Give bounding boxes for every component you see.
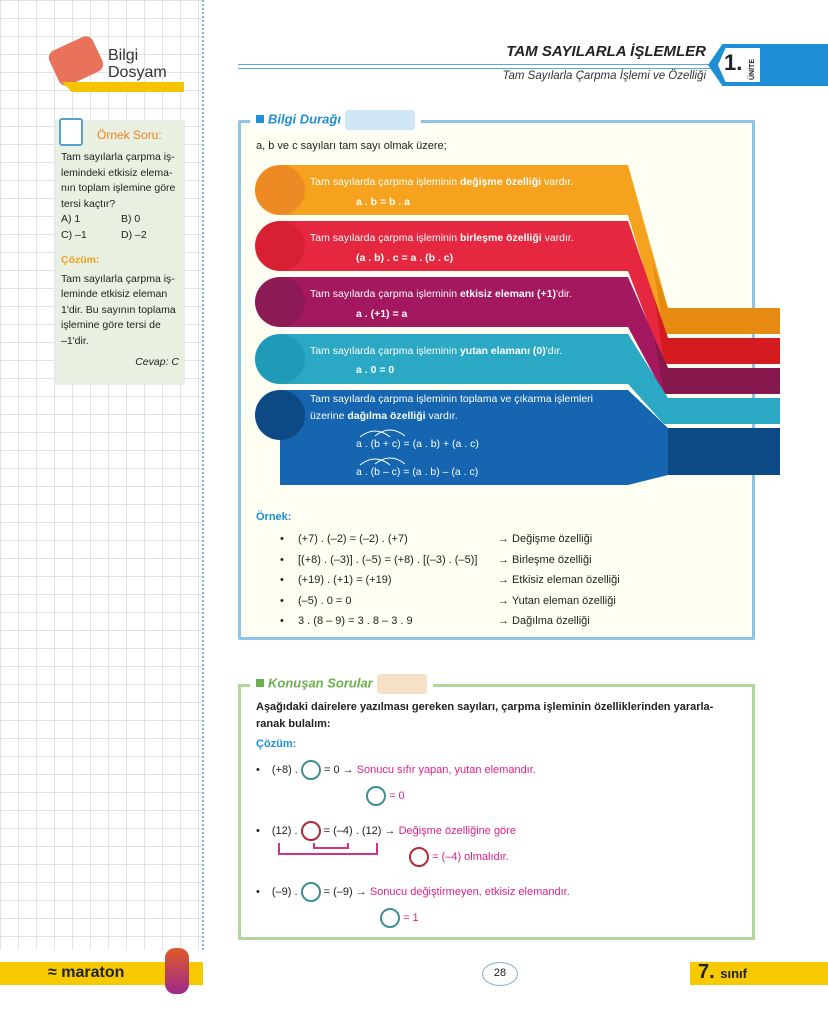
talk-result: = (–4) olmalıdır.: [409, 846, 509, 868]
info-intro: a, b ve c sayıları tam sayı olmak üzere;: [256, 140, 447, 152]
answer: Cevap: C: [135, 356, 179, 368]
question-text: Tam sayılarla çarpma iş- lemindeki etkisiz elema- nın toplam işlemine göre tersi kaçtır?: [61, 151, 176, 210]
formula: a . (+1) = a: [356, 308, 408, 320]
unit-label: ÜNİTE: [749, 59, 756, 80]
talk-solution-title: Çözüm:: [256, 738, 297, 750]
formula: (a . b) . c = a . (b . c): [356, 252, 454, 264]
talk-box-label: Konuşan Sorular: [250, 674, 433, 694]
solution-title: Çözüm:: [61, 254, 100, 266]
formula: a . b = b . a: [356, 196, 410, 208]
talk-result: = 0: [366, 785, 405, 807]
section-subtitle: Tam Sayılarla Çarpma İşlemi ve Özelliği: [502, 70, 706, 82]
example-list: • (+7) . (–2) = (–2) . (+7) → Değişme özelliği • [(+8) . (–3)] . (–5) = (+8) . [(–3) . (–5)] → Birleşme özelliği • (+19) . (+1) = (+19) → Etkisiz eleman özelliği • (–5) . 0 = 0 → Yutan eleman özelliği • 3 . (8 – 9) = 3 . 8 – 3 . 9 → Dağılma özelliği: [280, 533, 620, 627]
unit-number: 1.: [724, 50, 743, 75]
option-c: C) –1: [61, 228, 87, 241]
band-1-tail: [652, 260, 780, 334]
solution-text: Tam sayılarla çarpma iş- leminde etkisiz eleman 1'dir. Bu sayının toplama işlemine göre tersi de –1'dir.: [61, 272, 176, 347]
talk-prompt: Aşağıdaki dairelere yazılması gereken sayıları, çarpma işleminin özelliklerinden yararla- ranak bulalım:: [256, 701, 714, 730]
apple-books-icon: [377, 674, 427, 694]
band-1-circle: [255, 165, 305, 215]
talk-item: • (–9) . = (–9) → Sonucu değiştirmeyen, etkisiz elemandır.: [256, 881, 570, 903]
talk-item: • (+8) . = 0 → Sonucu sıfır yapan, yutan elemandır.: [256, 759, 536, 781]
option-b: B) 0: [121, 213, 141, 225]
band-2-text: Tam sayılarda çarpma işleminin birleşme özelliği vardır.: [310, 232, 574, 244]
band-5-text-2: üzerine dağılma özelliği vardır.: [310, 410, 458, 422]
chapter-title: TAM SAYILARLA İŞLEMLER: [506, 43, 706, 60]
band-4-circle: [255, 334, 305, 384]
example-heading: Örnek:: [256, 511, 292, 523]
band-2-circle: [255, 221, 305, 271]
band-3-text: Tam sayılarda çarpma işleminin etkisiz elemanı (+1)'dir.: [310, 288, 572, 300]
swap-bracket-inner: [313, 843, 349, 849]
page-number: 28: [482, 962, 518, 986]
info-box-label: Bilgi Durağı: [250, 110, 421, 130]
talk-result: = 1: [380, 907, 419, 929]
band-5-circle: [255, 390, 305, 440]
band-3-circle: [255, 277, 305, 327]
runner-icon: [165, 948, 189, 994]
option-a: A) 1: [61, 213, 81, 225]
example-title: Örnek Soru:: [97, 128, 162, 142]
band-5-text: Tam sayılarda çarpma işleminin toplama ve çıkarma işlemleri: [310, 393, 594, 405]
formula: a . (b + c) = (a . b) + (a . c): [356, 438, 479, 450]
formula: a . (b – c) = (a . b) – (a . c): [356, 466, 479, 478]
band-4-text: Tam sayılarda çarpma işleminin yutan elamanı (0)'dır.: [310, 345, 563, 357]
sidebar-logo: Bilgi Dosyam: [108, 47, 167, 81]
band-1-text: Tam sayılarda çarpma işleminin değişme özelliği vardır.: [310, 176, 574, 188]
brand-logo: ≈ maraton: [48, 964, 125, 981]
formula: a . 0 = 0: [356, 364, 395, 376]
grade-label: 7. sınıf: [698, 961, 747, 983]
option-d: D) –2: [121, 228, 147, 241]
talk-item: • (12) . = (–4) . (12) → Değişme özelliğine göre: [256, 820, 516, 842]
band-5-tail: [668, 428, 780, 475]
